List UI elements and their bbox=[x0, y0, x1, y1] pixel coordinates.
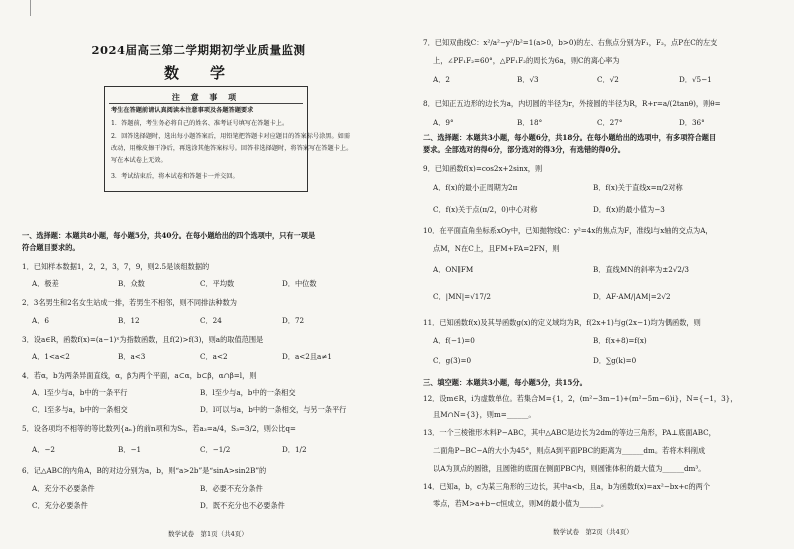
option: C．平均数 bbox=[200, 279, 235, 288]
question-6: 6．记△ABC的内角A，B的对边分别为a，b，则“a>2b”是“sinA>sin2B”的 bbox=[22, 466, 267, 475]
option: A．9° bbox=[433, 118, 454, 127]
question-2: 2．3名男生和2名女生站成一排，若男生不相邻，则不同排法种数为 bbox=[22, 298, 237, 307]
section-heading: 二、选择题：本题共3小题，每小题6分，共18分。在每小题给出的选项中，有多项符合题目 bbox=[423, 133, 717, 142]
option: C．g(3)=0 bbox=[433, 356, 472, 365]
section-heading: 三、填空题：本题共3小题，每小题5分，共15分。 bbox=[423, 378, 587, 387]
question-7: 7．已知双曲线C：x²/a²−y²/b²=1(a>0，b>0)的左、右焦点分别为F₁，F₂，点P在C的左支 bbox=[423, 38, 718, 47]
section-heading-cont: 符合题目要求的。 bbox=[22, 243, 80, 252]
option: D．1/2 bbox=[282, 445, 307, 454]
question-13-cont: 二面角P−BC−A的大小为45°，则点A到平面PBC的距离为______dm。若将木料削成 bbox=[433, 446, 706, 455]
notice-box bbox=[104, 86, 353, 192]
option: C．l至多与a，b中的一条相交 bbox=[32, 405, 128, 414]
option: A．f(−1)=0 bbox=[433, 336, 475, 345]
option: B．f(x+8)=f(x) bbox=[593, 336, 647, 345]
question-1: 1．已知样本数据1，2，2，3，7，9，则2.5是该组数据的 bbox=[22, 262, 210, 271]
option: B．必要不充分条件 bbox=[200, 484, 263, 493]
option: D．∑g(k)=0 bbox=[593, 356, 637, 365]
option: D．中位数 bbox=[282, 279, 317, 288]
option: A．极差 bbox=[32, 279, 59, 288]
option: D．l可以与a，b中的一条相交，与另一条平行 bbox=[200, 405, 347, 414]
question-9: 9．已知函数f(x)=cos2x+2sinx，则 bbox=[423, 164, 543, 173]
question-13-cont2: 以A为顶点的圆锥，且圆锥的底面在侧面PBC内，则圆锥体积的最大值为______dm³。 bbox=[433, 464, 706, 473]
option: B．f(x)关于直线x=π/2对称 bbox=[593, 183, 683, 192]
section-heading: 一、选择题：本题共8小题，每小题5分，共40分。在每小题给出的四个选项中，只有一项是 bbox=[22, 231, 316, 240]
question-13: 13．一个三棱锥形木料P−ABC，其中△ABC是边长为2dm的等边三角形，PA⊥底面ABC， bbox=[423, 428, 716, 437]
option: A．−2 bbox=[32, 445, 55, 454]
question-10: 10．在平面直角坐标系xOy中，已知抛物线C：y²=4x的焦点为F，准线l与x轴的交点为A， bbox=[423, 226, 713, 235]
option: C．a<2 bbox=[200, 352, 228, 361]
question-7-cont: 上，∠PF₁F₂=60°，△PF₁F₂的周长为6a，则C的离心率为 bbox=[433, 56, 620, 65]
option: C．|MN|=√17/2 bbox=[433, 292, 491, 301]
option: B．18° bbox=[517, 118, 543, 127]
option: B．a<3 bbox=[118, 352, 146, 361]
option: D．√5−1 bbox=[679, 75, 712, 84]
option: C．充分必要条件 bbox=[32, 501, 88, 510]
option: B．众数 bbox=[118, 279, 145, 288]
question-11: 11．已知函数f(x)及其导函数g(x)的定义域均为R，f(2x+1)与g(2x−1)均为偶函数，则 bbox=[423, 318, 701, 327]
option: B．−1 bbox=[118, 445, 142, 454]
page-2 bbox=[397, 0, 794, 549]
question-3: 3．设a∈R，函数f(x)=(a−1)ˣ为指数函数，且f(2)>f(3)，则a的取值范围是 bbox=[22, 335, 264, 344]
notice-divider bbox=[109, 103, 303, 104]
subject-title: 数 学 bbox=[163, 64, 233, 82]
question-5: 5．设各项均不相等的等比数列{aₙ}的前n项和为Sₙ，若a₃=a/4，S₃=3/2，则公比q= bbox=[22, 424, 296, 433]
option: A．1<a<2 bbox=[32, 352, 70, 361]
page-footer: 数学试卷 第2页（共4页） bbox=[553, 528, 633, 536]
question-12: 12．设m∈R，i为虚数单位。若集合M={1，2，(m²−3m−1)+(m²−5m−6)i}，N={−1，3}， bbox=[423, 394, 738, 403]
notice-title: 注 意 事 项 bbox=[171, 92, 241, 102]
option: D．AF·AM/|AM|=2√2 bbox=[593, 292, 671, 301]
notice-line: 1．答题前，考生务必将自己的姓名、准考证号填写在答题卡上。 bbox=[111, 120, 289, 127]
question-12-cont: 且M∩N={3}，则m=______。 bbox=[433, 410, 536, 419]
option: A．f(x)的最小正周期为2π bbox=[433, 183, 518, 192]
option: B．l至少与a，b中的一条相交 bbox=[200, 388, 296, 397]
option: A．充分不必要条件 bbox=[32, 484, 95, 493]
option: D．72 bbox=[282, 316, 305, 325]
option: A．l至少与a，b中的一条平行 bbox=[32, 388, 128, 397]
option: B．√3 bbox=[517, 75, 539, 84]
option: C．√2 bbox=[597, 75, 619, 84]
option: D．a<2且a≠1 bbox=[282, 352, 332, 361]
option: B．直线MN的斜率为±2√2/3 bbox=[593, 265, 689, 274]
notice-line: 改动，用橡皮擦干净后，再选涂其他答案标号。回答非选择题时，将答案写在答题卡上。 bbox=[111, 145, 353, 152]
option: A．ON∥FM bbox=[433, 265, 474, 274]
option: D．36° bbox=[679, 118, 705, 127]
question-14: 14．已知a，b，c为某三角形的三边长，其中a<b，且a，b为函数f(x)=ax²−bx+c的两个 bbox=[423, 482, 711, 491]
notice-line: 3．考试结束后，将本试卷和答题卡一并交回。 bbox=[111, 173, 239, 180]
page-footer: 数学试卷 第1页（共4页） bbox=[168, 530, 248, 538]
option: A．2 bbox=[433, 75, 450, 84]
option: C．27° bbox=[597, 118, 623, 127]
question-4: 4．若α，b为两条异面直线，α，β为两个平面，a⊂α，b⊂β，α∩β=l，则 bbox=[22, 371, 257, 380]
question-10-cont: 点M，N在C上，且FM+FA=2FN，则 bbox=[433, 244, 560, 253]
section-heading-cont: 要求。全部选对的得6分，部分选对的得3分，有选错的得0分。 bbox=[423, 145, 625, 154]
notice-line: 考生在答题前请认真阅读本注意事项及各题答题要求 bbox=[111, 107, 254, 114]
option: D．既不充分也不必要条件 bbox=[200, 501, 285, 510]
exam-title: 2024届高三第二学期期初学业质量监测 bbox=[91, 43, 306, 57]
option: A．6 bbox=[32, 316, 49, 325]
option: B．12 bbox=[118, 316, 140, 325]
notice-line: 2．回答选择题时，选出每小题答案后，用铅笔把答题卡对应题目的答案标号涂黑。如需 bbox=[111, 133, 351, 140]
option: C．−1/2 bbox=[200, 445, 231, 454]
option: D．f(x)的最小值为−3 bbox=[593, 205, 665, 214]
question-14-cont: 零点，若M>a+b−c恒成立，则M的最小值为______。 bbox=[433, 499, 609, 508]
question-8: 8．已知正五边形的边长为a，内切圆的半径为r，外接圆的半径为R，R+r=a/(2tanθ)，则θ= bbox=[423, 99, 721, 108]
option: C．24 bbox=[200, 316, 222, 325]
notice-line: 写在本试卷上无效。 bbox=[111, 157, 167, 164]
option: C．f(x)关于点(π/2，0)中心对称 bbox=[433, 205, 538, 214]
